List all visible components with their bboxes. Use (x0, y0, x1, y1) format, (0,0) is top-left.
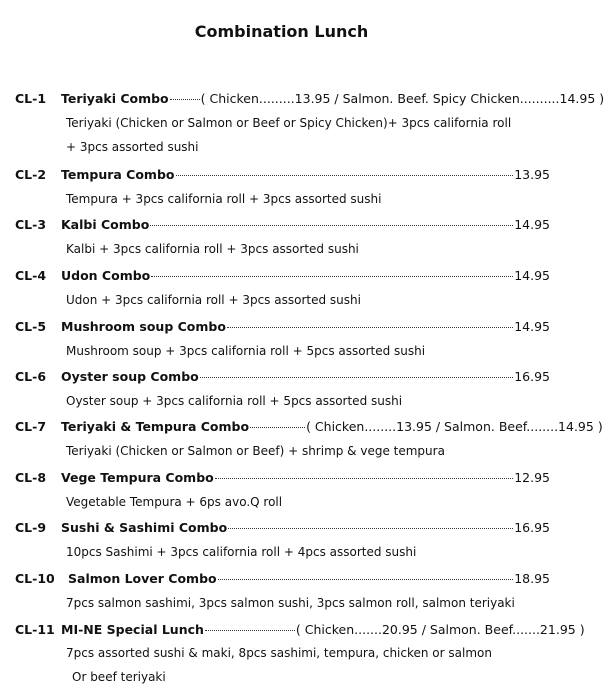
item-price: 18.95 (514, 571, 550, 586)
item-code: CL-3 (15, 217, 47, 232)
dot-leader (200, 377, 513, 378)
item-description: Or beef teriyaki (72, 670, 166, 684)
dot-leader (218, 579, 514, 580)
item-name: Mushroom soup Combo (61, 319, 226, 334)
item-name: Teriyaki & Tempura Combo (61, 419, 250, 434)
item-price: 12.95 (514, 470, 550, 485)
item-name: Sushi & Sashimi Combo (61, 520, 228, 535)
item-header (61, 267, 550, 284)
item-description: Oyster soup + 3pcs california roll + 5pcs assorted sushi (66, 394, 403, 408)
item-description: Teriyaki (Chicken or Salmon or Beef or Spicy Chicken)+ 3pcs california roll (66, 116, 512, 130)
item-header (61, 469, 550, 486)
item-price-options: ( Chicken........13.95 / Salmon. Beef........14.95 ) (306, 419, 603, 434)
dot-leader (228, 528, 513, 529)
item-description: Tempura + 3pcs california roll + 3pcs assorted sushi (66, 192, 382, 206)
dot-leader (170, 99, 200, 100)
item-code: CL-8 (15, 470, 47, 485)
item-code: CL-4 (15, 268, 47, 283)
item-description: + 3pcs assorted sushi (66, 140, 199, 154)
dot-leader (151, 276, 513, 277)
item-description: Mushroom soup + 3pcs california roll + 5pcs assorted sushi (66, 344, 426, 358)
menu-item-cl-9 (0, 519, 563, 564)
item-code: CL-10 (15, 571, 55, 586)
item-price: 14.95 (514, 268, 550, 283)
item-code: CL-6 (15, 369, 47, 384)
item-name: Udon Combo (61, 268, 151, 283)
menu-item-cl-10 (0, 570, 563, 615)
item-description: Kalbi + 3pcs california roll + 3pcs assorted sushi (66, 242, 359, 256)
item-code: CL-11 (15, 622, 55, 637)
item-name: Kalbi Combo (61, 217, 150, 232)
item-price-options: ( Chicken.........13.95 / Salmon. Beef. Spicy Chicken..........14.95 ) (200, 91, 604, 106)
menu-item-cl-4 (0, 267, 563, 312)
dot-leader (150, 225, 513, 226)
item-description: 7pcs assorted sushi & maki, 8pcs sashimi, tempura, chicken or salmon (66, 646, 492, 660)
item-code: CL-9 (15, 520, 47, 535)
item-header (61, 418, 603, 435)
dot-leader (250, 427, 305, 428)
dot-leader (215, 478, 513, 479)
menu-item-cl-5 (0, 318, 563, 363)
item-header (61, 90, 604, 107)
item-header (61, 166, 550, 183)
menu-item-cl-11 (0, 621, 585, 693)
item-name: Vege Tempura Combo (61, 470, 214, 485)
item-name: MI-NE Special Lunch (61, 622, 204, 637)
item-description: Udon + 3pcs california roll + 3pcs assorted sushi (66, 293, 361, 307)
menu-item-cl-6 (0, 368, 563, 413)
item-description: Vegetable Tempura + 6ps avo.Q roll (66, 495, 283, 509)
menu-item-cl-8 (0, 469, 563, 514)
menu-item-cl-1 (0, 90, 604, 160)
item-header (68, 570, 550, 587)
item-price: 14.95 (514, 319, 550, 334)
item-price: 13.95 (514, 167, 550, 182)
item-header (61, 216, 550, 233)
item-price: 16.95 (514, 520, 550, 535)
item-header (61, 621, 585, 638)
item-name: Tempura Combo (61, 167, 175, 182)
item-price: 16.95 (514, 369, 550, 384)
dot-leader (176, 175, 514, 176)
page-title: Combination Lunch (194, 22, 369, 41)
item-header (61, 519, 550, 536)
item-code: CL-7 (15, 419, 47, 434)
item-price: 14.95 (514, 217, 550, 232)
item-name: Oyster soup Combo (61, 369, 199, 384)
menu-item-cl-3 (0, 216, 563, 261)
item-code: CL-5 (15, 319, 47, 334)
item-name: Teriyaki Combo (61, 91, 169, 106)
menu-item-cl-7 (0, 418, 603, 463)
item-price-options: ( Chicken.......20.95 / Salmon. Beef.......21.95 ) (295, 622, 585, 637)
item-description: Teriyaki (Chicken or Salmon or Beef) + shrimp & vege tempura (66, 444, 445, 458)
item-description: 10pcs Sashimi + 3pcs california roll + 4pcs assorted sushi (66, 545, 417, 559)
item-code: CL-2 (15, 167, 47, 182)
item-name: Salmon Lover Combo (68, 571, 217, 586)
item-code: CL-1 (15, 91, 47, 106)
dot-leader (205, 630, 295, 631)
item-description: 7pcs salmon sashimi, 3pcs salmon sushi, 3pcs salmon roll, salmon teriyaki (66, 596, 515, 610)
item-header (61, 318, 550, 335)
dot-leader (227, 327, 513, 328)
menu-item-cl-2 (0, 166, 563, 211)
item-header (61, 368, 550, 385)
